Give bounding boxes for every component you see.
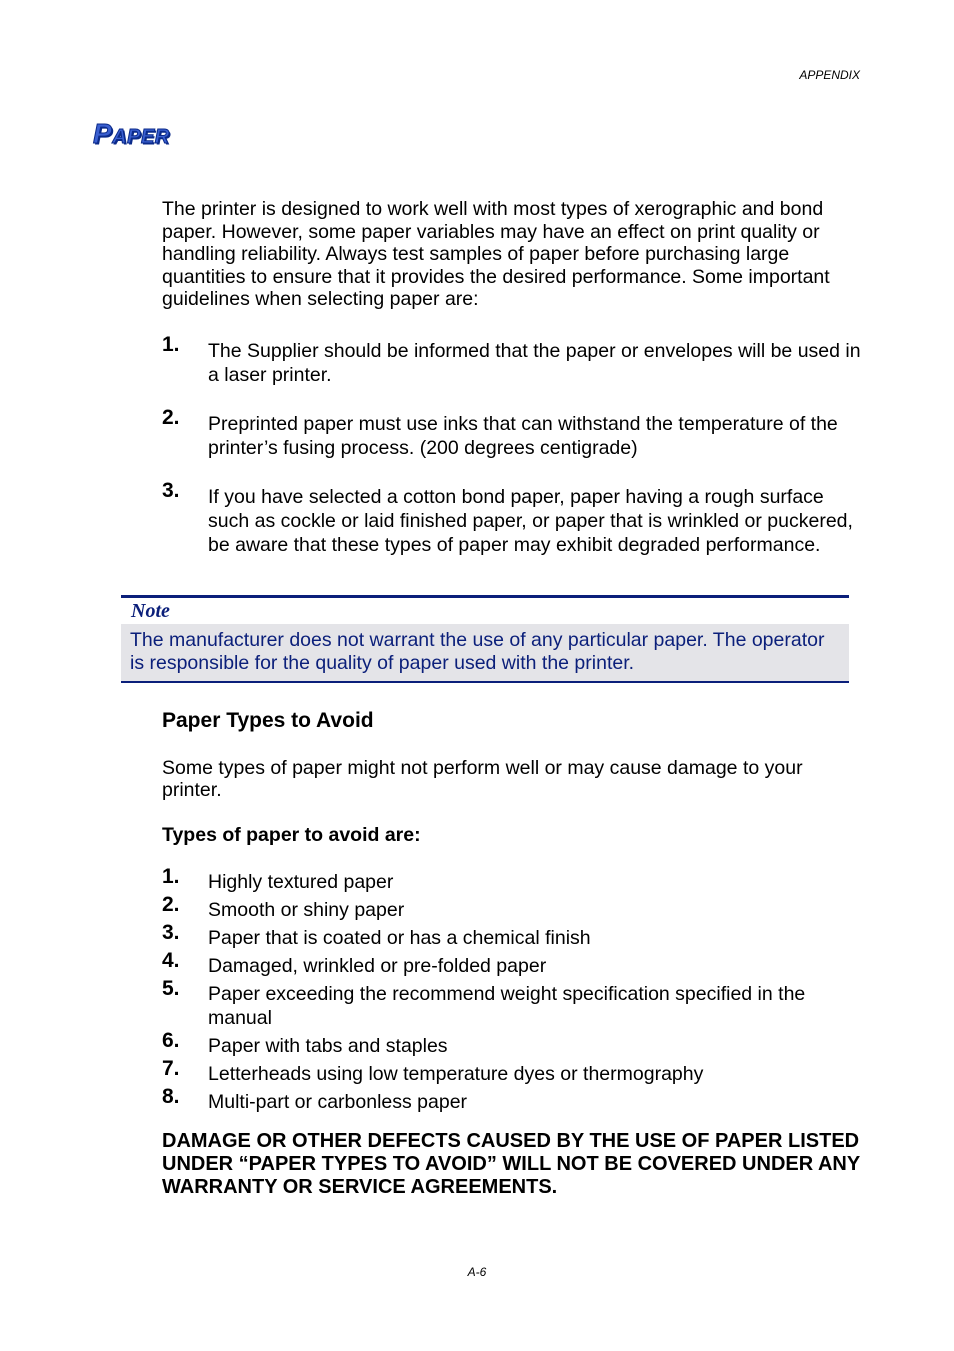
list-item-text: Damaged, wrinkled or pre-folded paper	[208, 955, 547, 978]
list-item-number: 3.	[162, 478, 180, 502]
list-item-text: Paper that is coated or has a chemical finish	[208, 927, 591, 950]
list-item-number: 2.	[162, 405, 180, 429]
list-item-number: 1.	[162, 332, 180, 356]
list-item-number: 3.	[162, 921, 180, 945]
list-item-text: Paper with tabs and staples	[208, 1035, 448, 1058]
list-item-text: Smooth or shiny paper	[208, 899, 405, 922]
list-item-text: Multi-part or carbonless paper	[208, 1091, 468, 1114]
list-item	[162, 1029, 862, 1058]
list-item-number: 6.	[162, 1029, 180, 1053]
list-item	[162, 893, 862, 922]
section-heading: Paper Types to Avoid	[162, 709, 374, 732]
page-title	[93, 118, 170, 150]
avoid-intro: Some types of paper might not perform well or may cause damage to your printer.	[162, 756, 803, 802]
running-header: APPENDIX	[799, 68, 860, 82]
list-item-number: 5.	[162, 977, 180, 1001]
list-item-number: 4.	[162, 949, 180, 973]
list-item	[162, 977, 862, 1030]
list-item	[162, 921, 862, 950]
list-item	[162, 405, 862, 460]
list-item-number: 7.	[162, 1057, 180, 1081]
note-text: The manufacturer does not warrant the use of any particular paper. The operator is responsible for the quality of paper used with the printer.	[121, 624, 849, 681]
guideline-list	[162, 332, 862, 557]
list-item-text: Paper exceeding the recommend weight specification specified in the manual	[208, 983, 806, 1030]
list-item-text: The Supplier should be informed that the paper or envelopes will be used in a laser printer.	[208, 339, 861, 386]
list-item-number: 2.	[162, 893, 180, 917]
avoid-list	[162, 865, 862, 1114]
list-item	[162, 949, 862, 978]
note-label: Note	[131, 600, 170, 622]
list-item-number: 1.	[162, 865, 180, 889]
warranty-warning: DAMAGE OR OTHER DEFECTS CAUSED BY THE USE OF PAPER LISTED UNDER “PAPER TYPES TO AVOID” WILL NOT BE COVERED UNDER ANY WARRANTY OR SERVICE AGREEMENTS.	[162, 1130, 860, 1198]
list-item	[162, 1085, 862, 1114]
list-item-text: Preprinted paper must use inks that can withstand the temperature of the printer’s fusing process. (200 degrees centigrade)	[208, 412, 838, 459]
avoid-section	[162, 710, 862, 1198]
list-item	[162, 332, 862, 387]
note-box	[121, 595, 849, 683]
avoid-list-label: Types of paper to avoid are:	[162, 823, 421, 846]
list-item-text: Letterheads using low temperature dyes or thermography	[208, 1063, 704, 1086]
intro-section	[162, 198, 862, 557]
page-number: A-6	[467, 1265, 487, 1279]
title-rest: APER	[112, 126, 170, 148]
list-item	[162, 478, 862, 557]
list-item-text: Highly textured paper	[208, 871, 394, 894]
list-item-number: 8.	[162, 1085, 180, 1109]
list-item	[162, 1057, 862, 1086]
intro-paragraph: The printer is designed to work well with most types of xerographic and bond paper. However, some paper variables may have an effect on print quality or handling reliability. Always test samples of paper before purchasing large quantities to ensure that it provides the desired performance. Some important guidelines when selecting paper are:	[162, 198, 830, 311]
list-item-text: If you have selected a cotton bond paper, paper having a rough surface such as cockle or laid finished paper, or paper that is wrinkled or puckered, be aware that these types of paper may exhibit degraded performance.	[208, 485, 853, 556]
title-initial: P	[93, 118, 113, 149]
list-item	[162, 865, 862, 894]
